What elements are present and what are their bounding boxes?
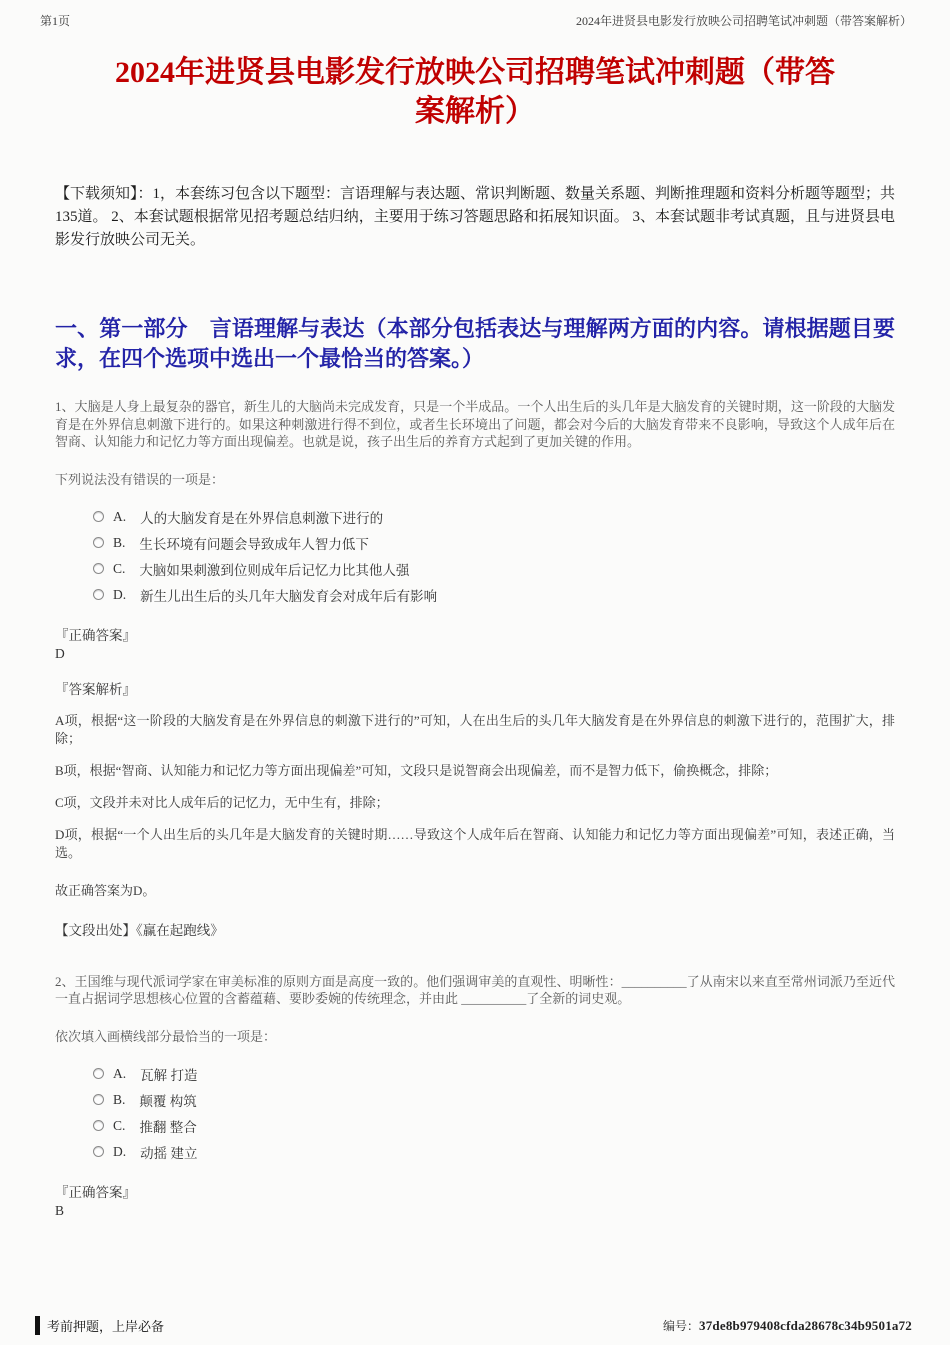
doc-title: 2024年进贤县电影发行放映公司招聘笔试冲刺题（带答案解析） — [115, 56, 835, 128]
option-text: 推翻 整合 — [139, 1119, 197, 1135]
analysis-item-b: B项，根据“智商、认知能力和记忆力等方面出现偏差”可知，文段只是说智商会出现偏差，而不是智力低下，偷换概念，排除； — [55, 762, 778, 778]
option-label: A. — [113, 1065, 127, 1081]
option-label: A. — [113, 508, 127, 524]
radio-button-icon[interactable] — [93, 537, 104, 548]
analysis-item-a: A项，根据“这一阶段的大脑发育是在外界信息的刺激下进行的”可知，人在出生后的头几年大脑发育是在外界信息的刺激下进行的，范围扩大，排除； — [55, 712, 895, 746]
question-1-option-d — [93, 582, 895, 608]
question-1-option-a — [93, 504, 895, 530]
download-notice: 【下载须知】：1，本套练习包含以下题型：言语理解与表达题、常识判断题、数量关系题、判断推理题和资料分析题等题型；共135道。 2、本套试题根据常见招考题总结归纳，主要用于练习答题思路和拓展知识面。 3、本套试题非考试真题，且与进贤县电影发行放映公司无关。 — [55, 186, 896, 248]
page-footer — [0, 1316, 950, 1335]
option-label: B. — [113, 1091, 126, 1107]
question-2-option-c — [93, 1113, 895, 1139]
option-text: 颠覆 构筑 — [139, 1093, 197, 1109]
header-doc-title: 2024年进贤县电影发行放映公司招聘笔试冲刺题（带答案解析） — [575, 14, 912, 28]
analysis-item-c: C项，文段并未对比人成年后的记忆力，无中生有，排除； — [55, 794, 389, 810]
correct-answer-value: D — [55, 645, 65, 661]
serial-label: 编号： — [663, 1319, 700, 1333]
radio-button-icon[interactable] — [93, 1094, 104, 1105]
question-2-option-a — [93, 1061, 895, 1087]
question-2-prompt: 依次填入画横线部分最恰当的一项是： — [55, 1028, 277, 1044]
option-text: 新生儿出生后的头几年大脑发育会对成年后有影响 — [140, 588, 438, 604]
radio-button-icon[interactable] — [93, 1068, 104, 1079]
page-number: 第1页 — [40, 14, 71, 28]
radio-button-icon[interactable] — [93, 1120, 104, 1131]
radio-button-icon[interactable] — [93, 589, 104, 600]
section-1-heading: 一、第一部分 言语理解与表达（本部分包括表达与理解两方面的内容。请根据题目要求，在四个选项中选出一个最恰当的答案。） — [55, 316, 895, 371]
analysis-conclusion: 故正确答案为D。 — [55, 882, 156, 898]
option-text: 人的大脑发育是在外界信息刺激下进行的 — [140, 510, 384, 526]
footer-serial — [663, 1317, 912, 1334]
correct-answer-value: B — [55, 1202, 65, 1218]
option-text: 动摇 建立 — [140, 1145, 198, 1161]
question-2 — [55, 973, 895, 1219]
option-label: B. — [113, 534, 126, 550]
question-1-option-c — [93, 556, 895, 582]
question-1-stem: 1、大脑是人身上最复杂的器官，新生儿的大脑尚未完成发育，只是一个半成品。一个人出生后的头几年是大脑发育的关键时期，这一阶段的大脑发育是在外界信息刺激下进行的。如果这种刺激进行得不到位，或者生长环境出了问题，都会对今后的大脑发育带来不良影响，导致这个人成年后在智商、认知能力和记忆力等方面出现偏差。也就是说，孩子出生后的养育方式起到了更加关键的作用。 — [55, 399, 895, 449]
question-1-prompt: 下列说法没有错误的一项是： — [55, 471, 225, 487]
question-1-option-b — [93, 530, 895, 556]
question-1 — [55, 398, 895, 939]
option-label: D. — [113, 586, 127, 602]
question-1-analysis — [55, 712, 895, 862]
option-text: 瓦解 打造 — [140, 1067, 198, 1083]
radio-button-icon[interactable] — [93, 511, 104, 522]
radio-button-icon[interactable] — [93, 563, 104, 574]
footer-slogan: 考前押题，上岸必备 — [35, 1316, 164, 1335]
question-2-option-b — [93, 1087, 895, 1113]
correct-answer-label: 『正确答案』 — [55, 627, 136, 643]
option-label: C. — [113, 1117, 126, 1133]
option-text: 生长环境有问题会导致成年人智力低下 — [139, 536, 369, 552]
passage-source: 【文段出处】《赢在起跑线》 — [55, 922, 224, 938]
option-text: 大脑如果刺激到位则成年后记忆力比其他人强 — [139, 562, 410, 578]
question-2-options — [93, 1061, 895, 1165]
correct-answer-label: 『正确答案』 — [55, 1184, 136, 1200]
question-1-options — [93, 504, 895, 608]
option-label: D. — [113, 1143, 127, 1159]
page-header — [0, 0, 950, 29]
question-2-stem: 2、王国维与现代派词学家在审美标准的原则方面是高度一致的。他们强调审美的直观性、明晰性：__________了从南宋以来直至常州词派乃至近代一直占据词学思想核心位置的含蓄蕴藉、要眇委婉的传统理念，并由此 __________了全新的词史观。 — [55, 973, 895, 1006]
question-2-option-d — [93, 1139, 895, 1165]
serial-value: 37de8b979408cfda28678c34b9501a72 — [699, 1318, 912, 1333]
option-label: C. — [113, 560, 126, 576]
analysis-item-d: D项，根据“一个人出生后的头几年是大脑发育的关键时期……导致这个人成年后在智商、认知能力和记忆力等方面出现偏差”可知，表述正确，当选。 — [55, 826, 895, 860]
analysis-label: 『答案解析』 — [55, 681, 136, 697]
radio-button-icon[interactable] — [93, 1146, 104, 1157]
